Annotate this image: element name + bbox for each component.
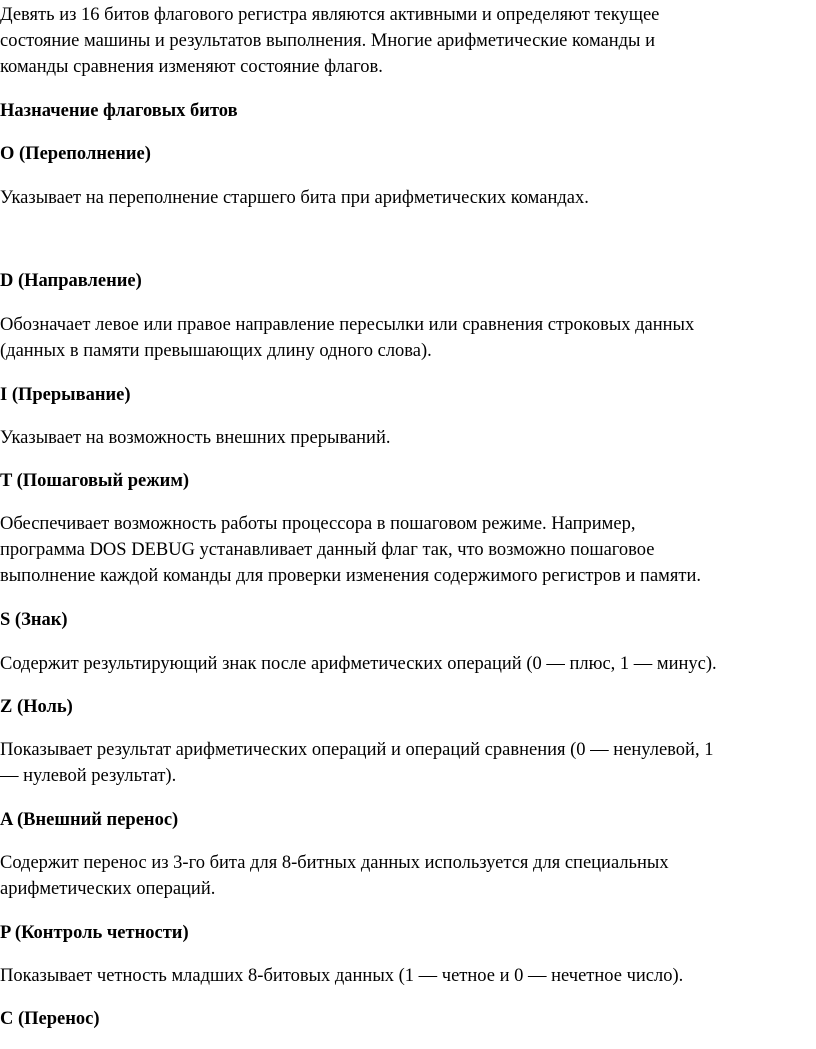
text-line: состояние машины и результатов выполнения. Многие арифметические команды и	[0, 31, 656, 51]
flag-heading-i: I (Прерывание)	[0, 385, 131, 405]
text-line: Содержит результирующий знак после арифметических операций (0 — плюс, 1 — минус).	[0, 654, 717, 674]
text-line: Девять из 16 битов флагового регистра являются активными и определяют текущее	[0, 5, 660, 25]
text-line: Указывает на возможность внешних прерываний.	[0, 428, 391, 448]
text-line: программа DOS DEBUG устанавливает данный флаг так, что возможно пошаговое	[0, 540, 655, 560]
flag-heading-s: S (Знак)	[0, 610, 68, 630]
text-line: Обеспечивает возможность работы процессора в пошаговом режиме. Например,	[0, 514, 636, 534]
text-line: Обозначает левое или правое направление пересылки или сравнения строковых данных	[0, 315, 695, 335]
text-line: Содержит перенос из 3-го бита для 8-битных данных используется для специальных	[0, 853, 669, 873]
text-line: Показывает четность младших 8-битовых данных (1 — четное и 0 — нечетное число).	[0, 966, 684, 986]
text-line: — нулевой результат).	[0, 766, 177, 786]
text-line: команды сравнения изменяют состояние флагов.	[0, 57, 383, 77]
flag-description-p	[0, 963, 816, 989]
flag-description-d	[0, 312, 816, 364]
flag-description-t	[0, 511, 816, 589]
text-line: арифметических операций.	[0, 879, 216, 899]
text-line: Указывает на переполнение старшего бита при арифметических командах.	[0, 188, 589, 208]
flag-heading-t: T (Пошаговый режим)	[0, 471, 190, 491]
flag-heading-o: O (Переполнение)	[0, 144, 151, 164]
flag-heading-p: P (Контроль четности)	[0, 923, 189, 943]
flag-heading-a: A (Внешний перенос)	[0, 810, 179, 830]
intro-paragraph	[0, 2, 816, 80]
flag-heading-z: Z (Ноль)	[0, 697, 73, 717]
flag-description-a	[0, 850, 816, 902]
flag-description-i	[0, 425, 816, 451]
section-title: Назначение флаговых битов	[0, 101, 238, 121]
text-line: (данных в памяти превышающих длину одного слова).	[0, 341, 432, 361]
flag-heading-d: D (Направление)	[0, 271, 142, 291]
flag-description-z	[0, 737, 816, 789]
text-line: выполнение каждой команды для проверки изменения содержимого регистров и памяти.	[0, 566, 701, 586]
flag-heading-c: C (Перенос)	[0, 1009, 100, 1029]
text-line: Показывает результат арифметических операций и операций сравнения (0 — ненулевой, 1	[0, 740, 714, 760]
flag-description-o	[0, 185, 816, 211]
flag-description-s	[0, 651, 816, 677]
